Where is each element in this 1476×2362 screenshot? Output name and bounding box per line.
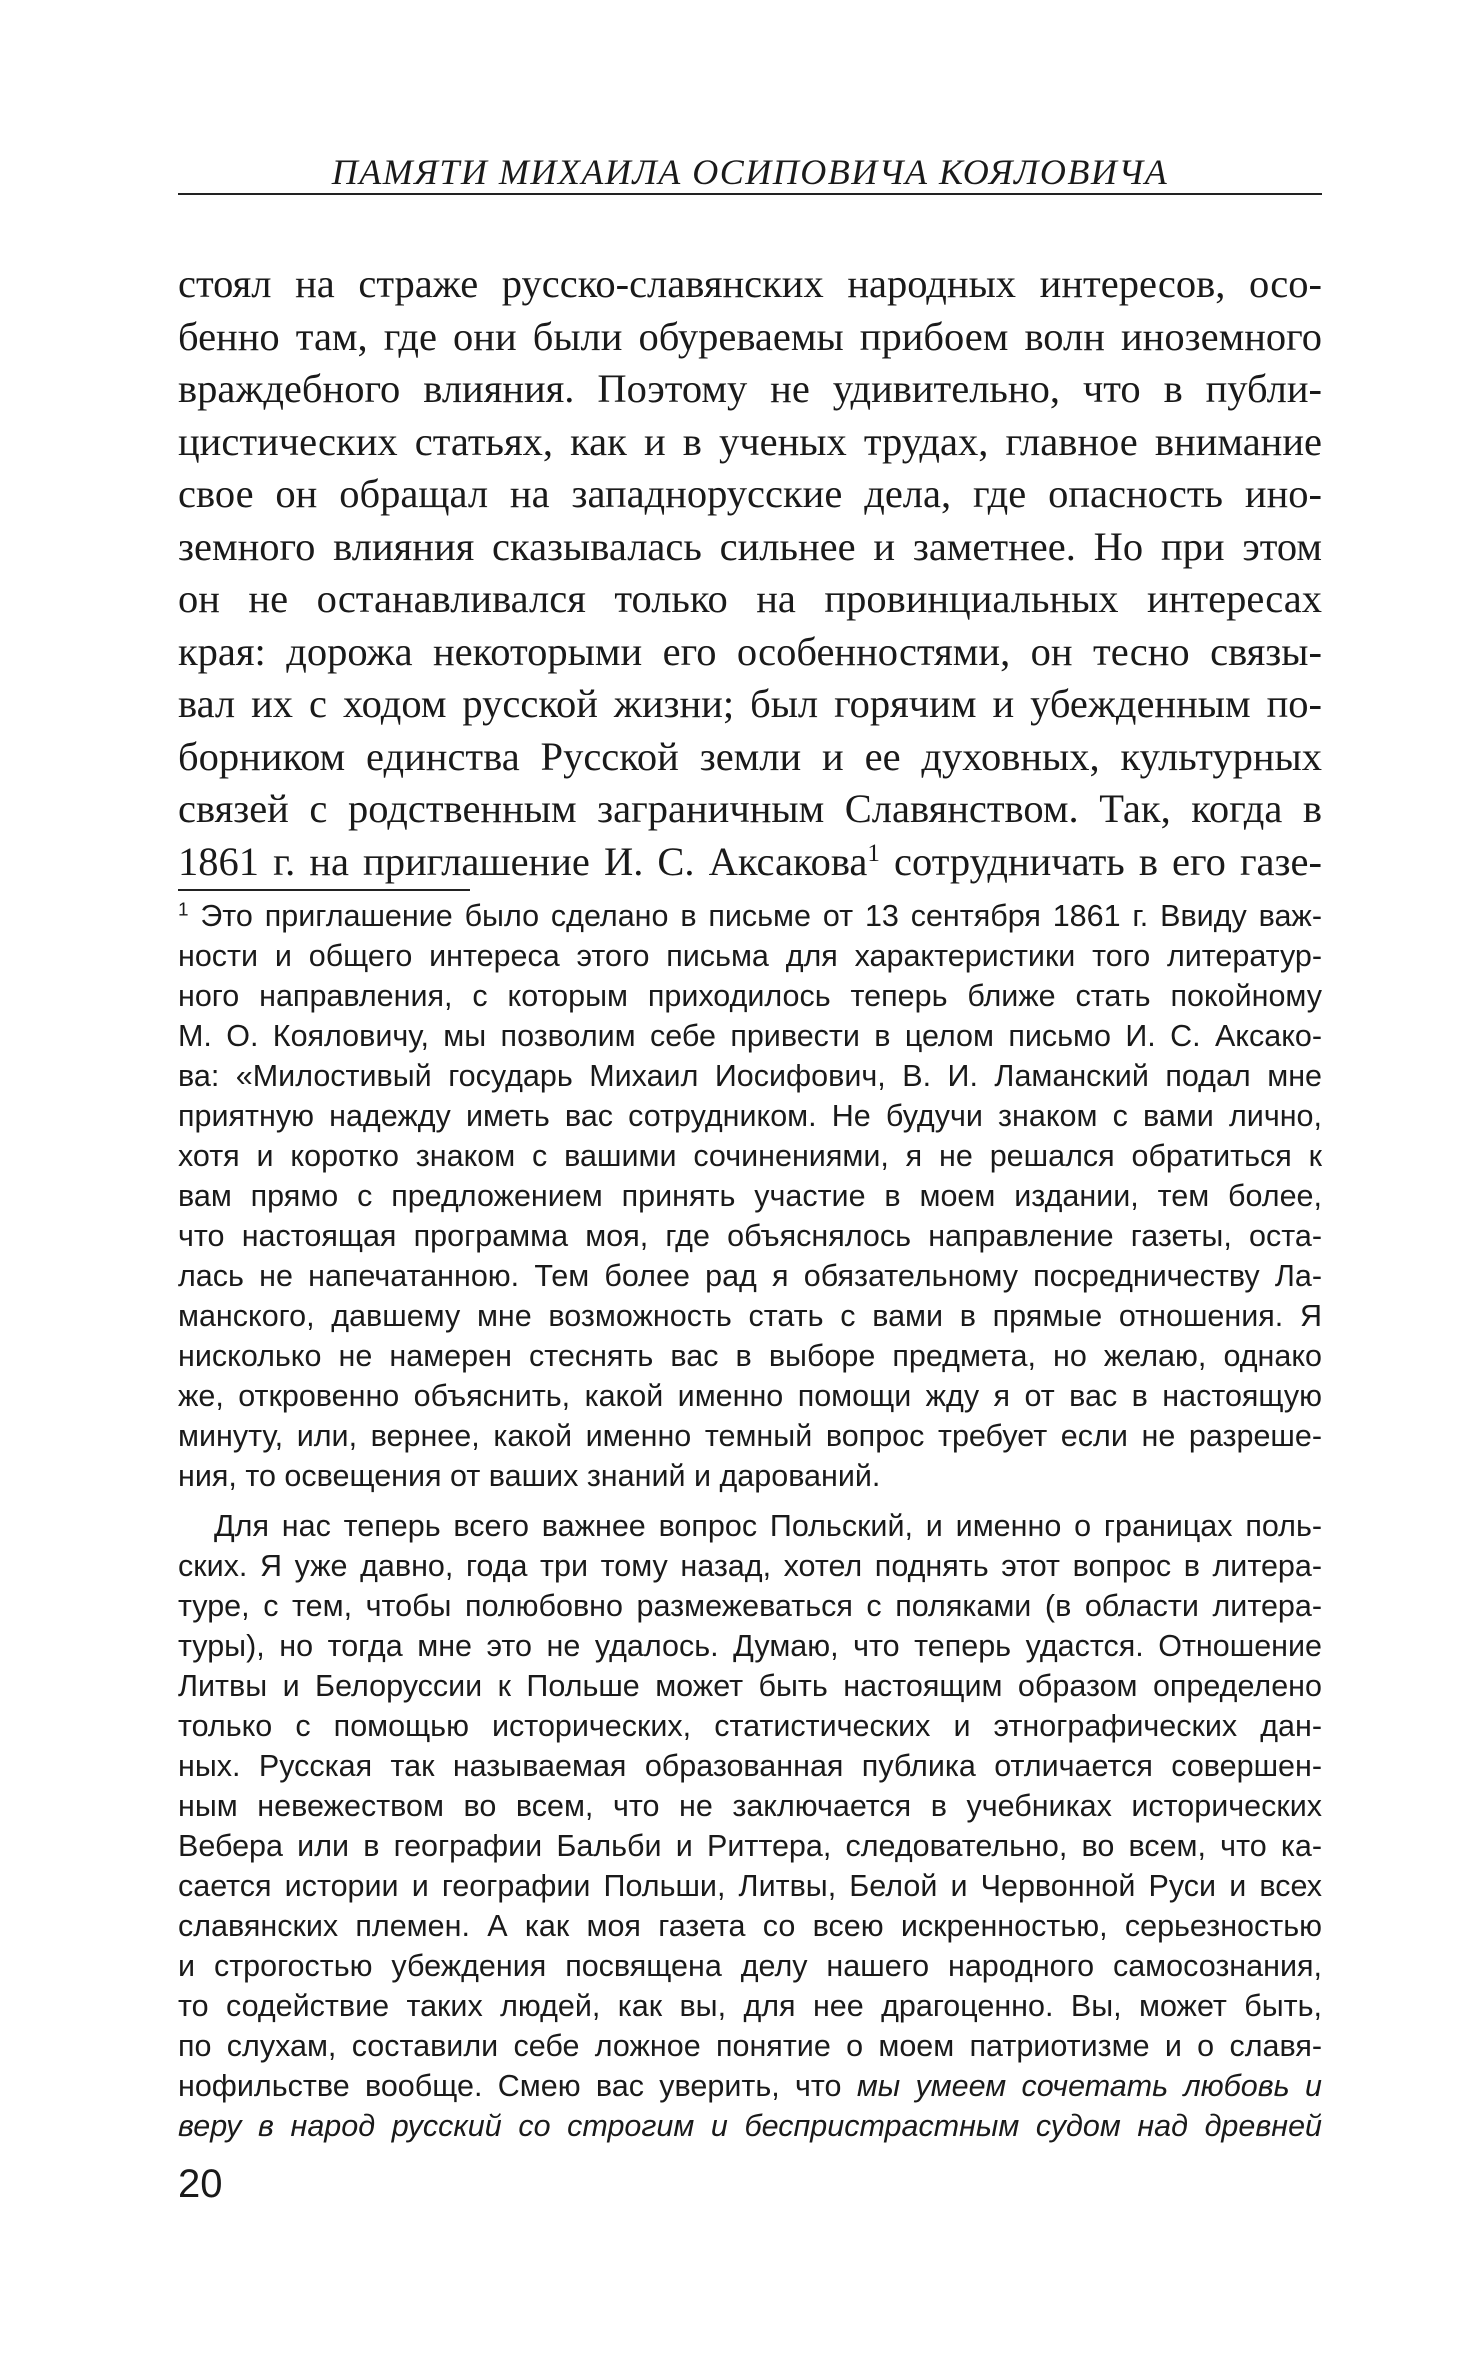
footnote-line: ния, то освещения от ваших знаний и дарований. — [178, 1459, 881, 1493]
footnote-line: же, откровенно объяснить, какой именно помощи жду я от вас в настоящую — [178, 1379, 1322, 1413]
footnote-line: ности и общего интереса этого письма для характеристики того литератур- — [178, 939, 1322, 973]
footnote-line: сается истории и географии Польши, Литвы, Белой и Червонной Руси и всех — [178, 1869, 1322, 1903]
main-line: бенно там, где они были обуреваемы прибоем волн иноземного — [178, 313, 1322, 359]
footnote-line-regular: нофильстве вообще. Смею вас уверить, что — [178, 2069, 857, 2103]
main-line-after-ref: сотрудничать в его газе- — [879, 838, 1322, 884]
footnote — [178, 896, 1322, 2146]
footnote-line-first — [178, 896, 1322, 936]
footnote-line: славянских племен. А как моя газета со всею искренностью, серьезностью — [178, 1909, 1322, 1943]
footnote-reference[interactable]: 1 — [867, 839, 880, 867]
main-line: связей с родственным заграничным Славянством. Так, когда в — [178, 786, 1322, 831]
footnote-line: туре, с тем, чтобы полюбовно размежеваться с поляками (в области литера- — [178, 1589, 1322, 1623]
footnote-line: минуту, или, вернее, какой именно темный вопрос требует если не разреше- — [178, 1419, 1322, 1453]
footnote-line: что настоящая программа моя, где объяснялось направление газеты, оста- — [178, 1219, 1322, 1253]
footnote-line: по слухам, составили себе ложное понятие о моем патриотизме и о славя- — [178, 2029, 1322, 2063]
main-line-before-ref: 1861 г. на приглашение И. С. Аксакова — [178, 838, 868, 884]
footnote-line-italic: мы умеем сочетать любовь и — [856, 2069, 1322, 2103]
main-line: края: дорожа некоторыми его особенностями, он тесно связы- — [178, 628, 1322, 674]
footnote-line: и строгостью убеждения посвящена делу нашего народного самосознания, — [178, 1949, 1322, 1983]
main-line: вал их с ходом русской жизни; был горячим и убежденным по- — [178, 681, 1322, 726]
footnote-line: ного направления, с которым приходилось теперь ближе стать покойному — [178, 979, 1322, 1013]
main-line: свое он обращал на западнорусские дела, где опасность ино- — [178, 471, 1322, 516]
footnote-line: то содействие таких людей, как вы, для нее драгоценно. Вы, может быть, — [178, 1989, 1322, 2023]
main-line: он не останавливался только на провинциальных интересах — [178, 576, 1322, 621]
main-line-last — [178, 836, 1322, 889]
footnote-line: туры), но тогда мне это не удалось. Думаю, что теперь удастся. Отношение — [178, 1629, 1322, 1663]
footnote-paragraph — [178, 896, 1322, 1496]
footnote-rule — [178, 889, 470, 891]
footnote-line: Это приглашение было сделано в письме от 13 сентября 1861 г. Ввиду важ- — [188, 899, 1322, 933]
footnote-paragraph — [178, 1506, 1322, 2146]
footnote-line-mixed — [178, 2066, 1322, 2106]
page-number: 20 — [178, 2162, 223, 2206]
footnote-line: хотя и коротко знаком с вашими сочинениями, я не решался обратиться к — [178, 1139, 1322, 1173]
main-line: враждебного влияния. Поэтому не удивительно, что в публи- — [178, 366, 1322, 411]
footnote-line: нисколько не намерен стеснять вас в выборе предмета, но желаю, однако — [178, 1339, 1322, 1373]
footnote-line: ным невежеством во всем, что не заключается в учебниках исторических — [178, 1789, 1322, 1823]
main-line: цистических статьях, как и в ученых трудах, главное внимание — [178, 418, 1322, 464]
footnote-line: только с помощью исторических, статистических и этнографических дан- — [178, 1709, 1322, 1743]
footnote-line-first — [178, 1506, 1322, 1546]
main-text — [178, 258, 1322, 888]
footnote-line: манского, давшему мне возможность стать с вами в прямые отношения. Я — [178, 1299, 1322, 1333]
footnote-line: ва: «Милостивый государь Михаил Иосифович, В. И. Ламанский подал мне — [178, 1059, 1322, 1093]
footnote-line: Литвы и Белоруссии к Польше может быть настоящим образом определено — [178, 1669, 1322, 1703]
footnote-line: вам прямо с предложением принять участие в моем издании, тем более, — [178, 1179, 1322, 1213]
header-rule — [178, 193, 1322, 195]
footnote-line: Вебера или в географии Бальби и Риттера, следовательно, во всем, что ка- — [178, 1829, 1322, 1863]
footnote-line-italic: веру в народ русский со строгим и беспристрастным судом над древней — [178, 2109, 1322, 2143]
footnote-line: приятную надежду иметь вас сотрудником. Не будучи знаком с вами лично, — [178, 1099, 1322, 1133]
footnote-line: Для нас теперь всего важнее вопрос Польский, и именно о границах поль- — [214, 1509, 1322, 1543]
main-line: стоял на страже русско-славянских народных интересов, осо- — [178, 261, 1322, 306]
footnote-line: ских. Я уже давно, года три тому назад, хотел поднять этот вопрос в литера- — [178, 1549, 1322, 1583]
running-head: ПАМЯТИ МИХАИЛА ОСИПОВИЧА КОЯЛОВИЧА — [331, 152, 1169, 192]
footnote-marker: 1 — [178, 899, 189, 921]
main-line: борником единства Русской земли и ее духовных, культурных — [178, 733, 1322, 779]
footnote-line: М. О. Кояловичу, мы позволим себе привести в целом письмо И. С. Аксако- — [178, 1019, 1322, 1053]
footnote-line: ных. Русская так называемая образованная публика отличается совершен- — [178, 1749, 1322, 1783]
footnote-line: лась не напечатанною. Тем более рад я обязательному посредничеству Ла- — [178, 1259, 1322, 1293]
main-line: земного влияния сказывалась сильнее и заметнее. Но при этом — [178, 523, 1322, 569]
